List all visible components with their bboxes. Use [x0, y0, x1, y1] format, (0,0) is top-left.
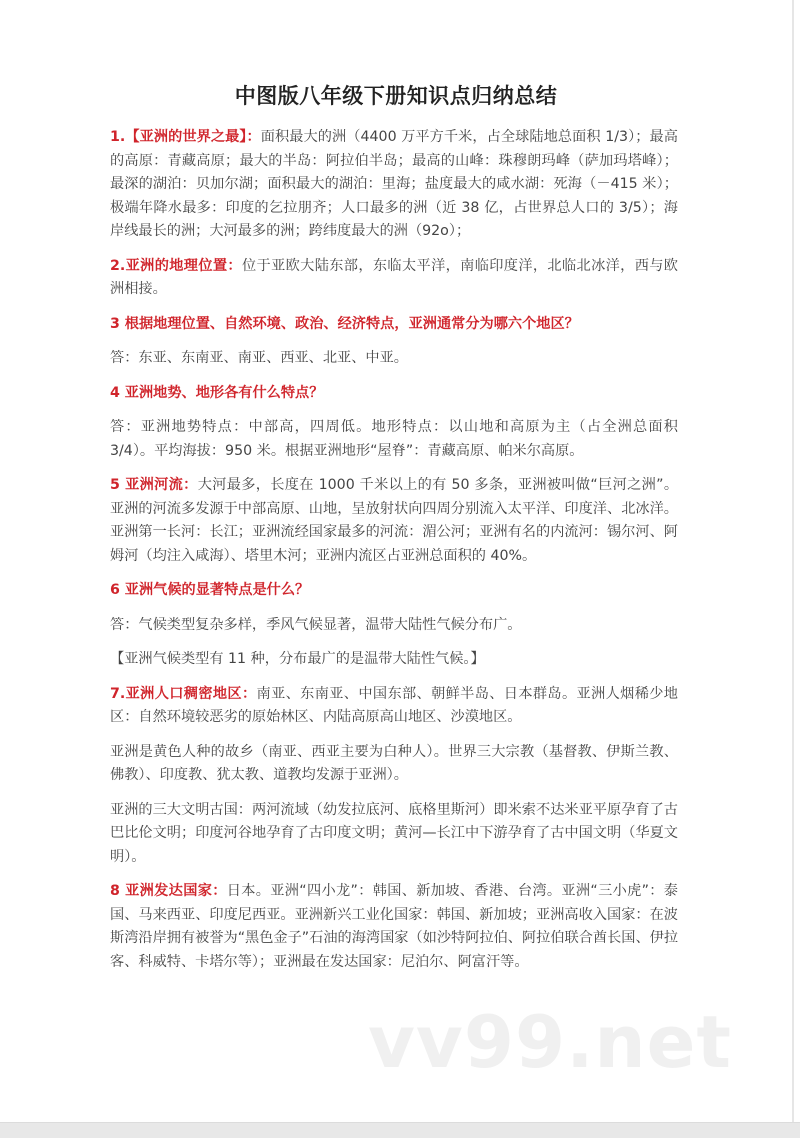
answer-4: 答：亚洲地势特点：中部高，四周低。地形特点：以山地和高原为主（占全洲总面积 3/4）。平均海拔：950 米。根据亚洲地形“屋脊”：青藏高原、帕米尔高原。: [110, 419, 678, 459]
section-5: [110, 474, 678, 568]
section-body: 位于亚欧大陆东部，东临太平洋，南临印度洋，北临北冰洋，西与欧洲相接。: [110, 257, 678, 297]
question-6: 6 亚洲气候的显著特点是什么？: [110, 582, 310, 598]
answer-6: 答：气候类型复杂多样，季风气候显著，温带大陆性气候分布广。: [110, 616, 522, 633]
section-heading: 8 亚洲发达国家：: [110, 883, 227, 899]
section-7-extra-2: 亚洲的三大文明古国：两河流域（幼发拉底河、底格里斯河）即米索不达米亚平原孕育了古巴比伦文明；印度河谷地孕育了古印度文明；黄河—长江中下游孕育了古中国文明（华夏文明）。: [110, 801, 678, 865]
question-4: 4 亚洲地势、地形各有什么特点？: [110, 384, 324, 401]
section-heading: 5 亚洲河流：: [110, 477, 198, 493]
section-7: [110, 683, 678, 730]
section-1: [110, 126, 678, 244]
section-8: [110, 880, 678, 974]
section-7-extra-1: 亚洲是黄色人种的故乡（南亚、西亚主要为白种人）。世界三大宗教（基督教、伊斯兰教、佛教）、印度教、犹太教、道教均发源于亚洲）。: [110, 743, 678, 783]
page-title: 中图版八年级下册知识点归纳总结: [234, 84, 558, 108]
section-heading: 2.亚洲的地理位置：: [110, 257, 242, 274]
section-body: 南亚、东南亚、中国东部、朝鲜半岛、日本群岛。亚洲人烟稀少地区：自然环境较恶劣的原始林区、内陆高原高山地区、沙漠地区。: [110, 685, 678, 725]
page-bottom-edge: [0, 1122, 800, 1138]
answer-3: 答：东亚、东南亚、南亚、西亚、北亚、中亚。: [110, 350, 408, 366]
section-body: 面积最大的洲（4400 万平方千米，占全球陆地总面积 1/3）；最高的高原：青藏高原；最大的半岛：阿拉伯半岛；最高的山峰：珠穆朗玛峰（萨加玛塔峰）；最深的湖泊：贝加尔湖；面积最大的湖泊：里海；盐度最大的咸水湖：死海（－415 米）；极端年降水最多：印度的乞拉朋齐；人口最多的洲（近 38 亿，占世界总人口的 3/5）；海岸线最长的洲；大河最多的洲；跨纬度最大的洲（92o）；: [110, 129, 678, 239]
section-heading: 1.【亚洲的世界之最】：: [110, 129, 261, 145]
section-body: 大河最多，长度在 1000 千米以上的有 50 多条，亚洲被叫做“巨河之洲”。亚洲的河流多发源于中部高原、山地，呈放射状向四周分别流入太平洋、印度洋、北冰洋。亚洲第一长河：长江；亚洲流经国家最多的河流：湄公河；亚洲有名的内流河：锡尔河、阿姆河（均注入咸海）、塔里木河；亚洲内流区占亚洲总面积的 40%。: [110, 477, 679, 564]
document-content: [110, 126, 678, 985]
section-heading: 7.亚洲人口稠密地区：: [110, 685, 257, 702]
watermark: vv99.net: [368, 1000, 732, 1084]
section-body: 日本。亚洲“四小龙”：韩国、新加坡、香港、台湾。亚洲“三小虎”：泰国、马来西亚、印度尼西亚。亚洲新兴工业化国家：韩国、新加坡；亚洲高收入国家：在波斯湾沿岸拥有被誉为“黑色金子”石油的海湾国家（如沙特阿拉伯、阿拉伯联合酋长国、伊拉客、科威特、卡塔尔等）；亚洲最在发达国家：尼泊尔、阿富汗等。: [110, 883, 679, 970]
section-2: [110, 255, 678, 302]
note-6: 【亚洲气候类型有 11 种，分布最广的是温带大陆性气候。】: [110, 651, 485, 667]
question-3: 3 根据地理位置、自然环境、政治、经济特点，亚洲通常分为哪六个地区？: [110, 315, 579, 332]
